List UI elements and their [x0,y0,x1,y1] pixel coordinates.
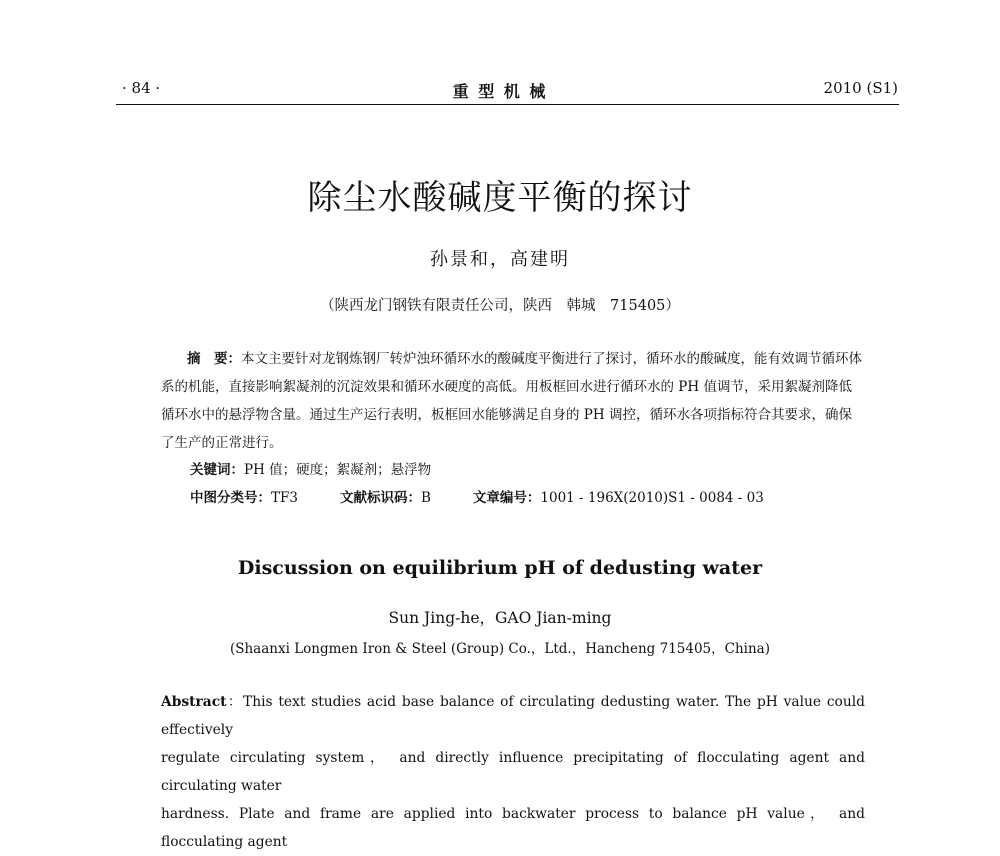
clc-value: TF3 [271,490,298,506]
abstract-en-line [161,688,865,744]
title-en: Discussion on equilibrium pH of dedusting water [237,557,763,579]
classification-line [190,486,764,506]
abstract-en-label: Abstract [161,694,227,710]
doc-code-value: B [420,490,431,506]
title-zh: 除尘水酸碱度平衡的探讨 [307,178,693,218]
journal-name: 重 型 机 械 [452,82,548,101]
authors-en: Sun Jing-he，GAO Jian-ming [388,609,612,627]
keywords-zh-text: PH 值；硬度；絮凝剂；悬浮物 [244,462,432,478]
abstract-en-line-1: This text studies acid base balance of circulating dedusting water. The pH value could effectively [161,694,865,738]
abstract-en-line: regulate circulating system， and directly influence precipitating of flocculating agent and circulating water [161,750,865,794]
page-number: · 84 · [122,79,161,97]
authors-zh: 孙景和，高建明 [430,249,570,270]
keywords-zh-label: 关键词： [190,462,244,478]
abstract-en [161,688,865,856]
affiliation-zh: （陕西龙门钢铁有限责任公司，陕西 韩城 715405） [320,298,680,314]
abstract-zh [161,345,865,457]
clc-label: 中图分类号： [190,490,271,506]
header-rule [116,104,899,105]
abstract-zh-text: 本文主要针对龙钢炼钢厂转炉浊环循环水的酸碱度平衡进行了探讨，循环水的酸碱度，能有效调节循环体系的机能，直接影响絮凝剂的沉淀效果和循环水硬度的高低。用板框回水进行循环水的 PH 值调节，采用絮凝剂降低循环水中的悬浮物含量。通过生产运行表明，板框回水能够满足自身的 PH 调控，循环水各项指标符合其要求，确保了生产的正常进行。 [161,351,862,451]
doc-code-label: 文献标识码： [339,490,421,506]
affiliation-en: (Shaanxi Longmen Iron & Steel (Group) Co.，Ltd.，Hancheng 715405，China) [229,641,771,657]
abstract-en-line: hardness. Plate and frame are applied into backwater process to balance pH value， and flocculating agent [161,806,865,850]
abstract-en-separator: ： [226,694,244,710]
article-number-value: 1001 - 196X(2010)S1 - 0084 - 03 [540,490,764,506]
issue-label: 2010 (S1) [823,79,898,97]
keywords-zh [190,458,431,478]
abstract-zh-label: 摘 要： [187,351,241,367]
article-number-label: 文章编号： [472,490,541,506]
